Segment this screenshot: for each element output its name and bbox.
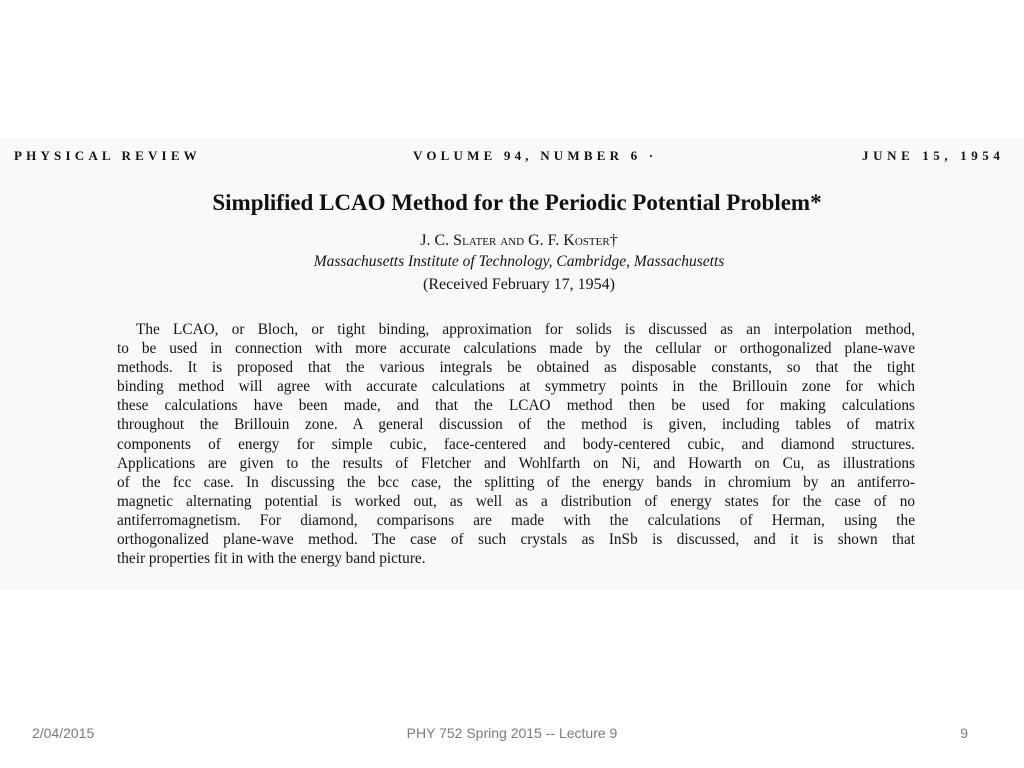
abstract-line: to be used in connection with more accurate calculations made by the cellular or orthogonalized plane-wave: [117, 340, 915, 358]
abstract-line: Applications are given to the results of Fletcher and Wohlfarth on Ni, and Howarth on Cu, as illustrations: [117, 454, 915, 472]
abstract-line: The LCAO, or Bloch, or tight binding, approximation for solids is discussed as an interpolation method,: [136, 321, 915, 338]
abstract-line: of the fcc case. In discussing the bcc case, the splitting of the energy bands in chromium by an antiferro-: [117, 473, 915, 491]
slide-number: 9: [960, 725, 968, 741]
issue-date: JUNE 15, 1954: [862, 148, 1005, 163]
paper-authors: J. C. Slater and G. F. Koster†: [420, 232, 618, 249]
scanned-paper-header: [0, 138, 1024, 590]
abstract-line: binding method will agree with accurate calculations at symmetry points in the Brillouin zone for which: [117, 378, 915, 396]
abstract-line: their properties fit in with the energy band picture.: [117, 550, 426, 568]
author-affiliation: Massachusetts Institute of Technology, Cambridge, Massachusetts: [313, 253, 725, 270]
footer-date: 2/04/2015: [32, 725, 95, 741]
abstract-line: throughout the Brillouin zone. A general discussion of the method is given, including tables of matrix: [117, 416, 915, 434]
journal-name: PHYSICAL REVIEW: [14, 148, 201, 163]
abstract-line: components of energy for simple cubic, face-centered and body-centered cubic, and diamond structures.: [117, 435, 915, 453]
abstract: [117, 320, 915, 568]
abstract-line: these calculations have been made, and that the LCAO method then be used for making calculations: [117, 397, 915, 415]
paper-title: Simplified LCAO Method for the Periodic Potential Problem*: [212, 190, 822, 215]
abstract-line: methods. It is proposed that the various integrals be obtained as disposable constants, so that the tight: [117, 359, 915, 377]
abstract-line: antiferromagnetism. For diamond, comparisons are made with the calculations of Herman, using the: [117, 511, 915, 529]
journal-header: [0, 148, 1024, 164]
abstract-line: magnetic alternating potential is worked out, as well as a distribution of energy states for the case of no: [117, 492, 915, 510]
footer-course-title: PHY 752 Spring 2015 -- Lecture 9: [406, 725, 618, 741]
abstract-line: orthogonalized plane-wave method. The case of such crystals as InSb is discussed, and it is shown that: [117, 531, 915, 549]
received-date: (Received February 17, 1954): [423, 276, 615, 293]
volume-number: VOLUME 94, NUMBER 6 ·: [413, 148, 658, 163]
